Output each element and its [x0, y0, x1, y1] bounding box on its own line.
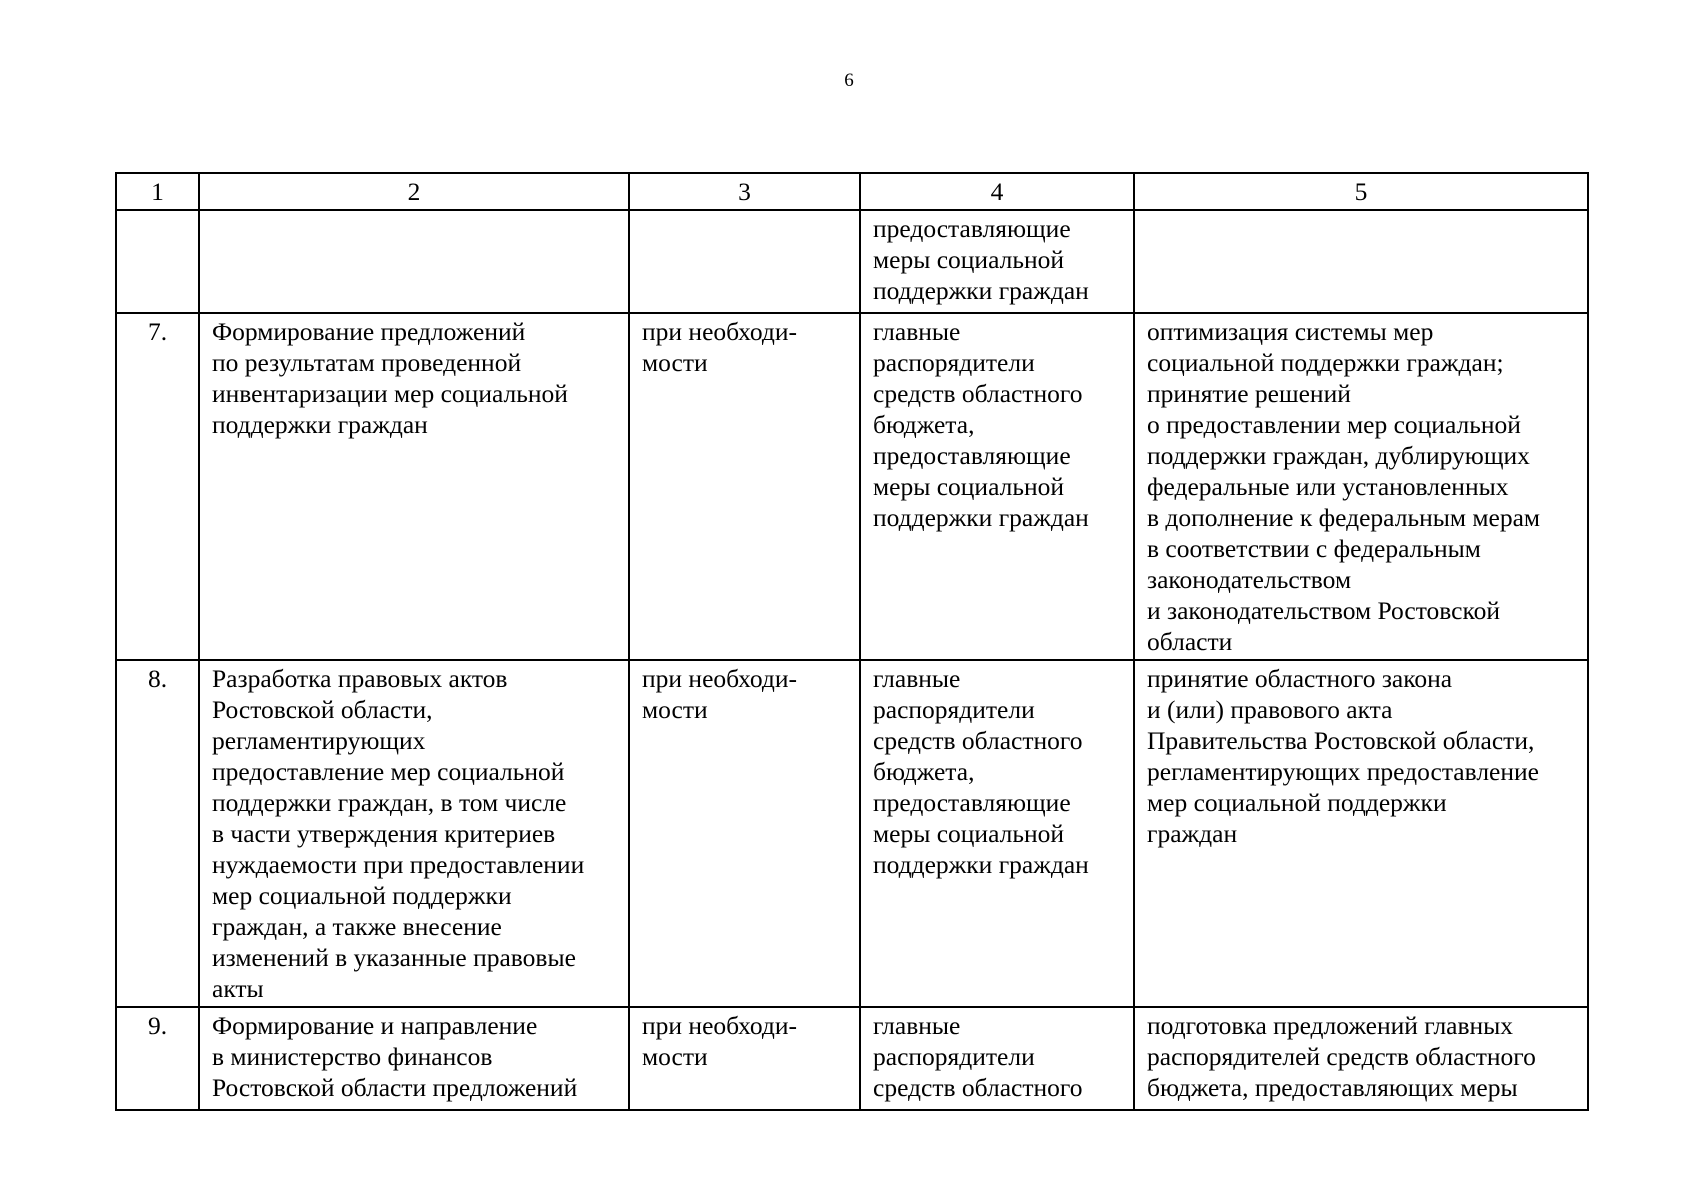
- term-cell: при необходи- мости: [629, 660, 860, 1007]
- term-cell: [629, 210, 860, 313]
- term-cell: при необходи- мости: [629, 313, 860, 660]
- row-number-cell: [116, 210, 199, 313]
- executor-cell: главные распорядители средств областного: [860, 1007, 1134, 1110]
- table-row: [116, 313, 1588, 660]
- row-number-cell: 9.: [116, 1007, 199, 1110]
- table-header-row: [116, 173, 1588, 210]
- column-header-3: 3: [629, 173, 860, 210]
- table-row: [116, 660, 1588, 1007]
- table-row: [116, 1007, 1588, 1110]
- column-header-2: 2: [199, 173, 629, 210]
- result-cell: оптимизация системы мер социальной поддержки граждан; принятие решений о предоставлении мер социальной поддержки граждан, дублирующих федеральные или установленных в дополнение к федеральным мерам в соответствии с федеральным законодательством и законодательством Ростовской области: [1134, 313, 1588, 660]
- measures-table: [115, 172, 1589, 1111]
- action-cell: Формирование предложений по результатам проведенной инвентаризации мер социальной поддержки граждан: [199, 313, 629, 660]
- executor-cell: главные распорядители средств областного бюджета, предоставляющие меры социальной поддержки граждан: [860, 660, 1134, 1007]
- page-number: 6: [844, 70, 854, 91]
- row-number-cell: 8.: [116, 660, 199, 1007]
- table-row: [116, 210, 1588, 313]
- column-header-1: 1: [116, 173, 199, 210]
- action-cell: Разработка правовых актов Ростовской области, регламентирующих предоставление мер социальной поддержки граждан, в том числе в части утверждения критериев нуждаемости при предоставлении мер социальной поддержки граждан, а также внесение изменений в указанные правовые акты: [199, 660, 629, 1007]
- action-cell: [199, 210, 629, 313]
- result-cell: подготовка предложений главных распорядителей средств областного бюджета, предоставляющих меры: [1134, 1007, 1588, 1110]
- result-cell: принятие областного закона и (или) правового акта Правительства Ростовской области, регламентирующих предоставление мер социальной поддержки граждан: [1134, 660, 1588, 1007]
- action-cell: Формирование и направление в министерство финансов Ростовской области предложений: [199, 1007, 629, 1110]
- row-number-cell: 7.: [116, 313, 199, 660]
- term-cell: при необходи- мости: [629, 1007, 860, 1110]
- executor-cell: главные распорядители средств областного бюджета, предоставляющие меры социальной поддержки граждан: [860, 313, 1134, 660]
- column-header-5: 5: [1134, 173, 1588, 210]
- executor-cell: предоставляющие меры социальной поддержки граждан: [860, 210, 1134, 313]
- result-cell: [1134, 210, 1588, 313]
- column-header-4: 4: [860, 173, 1134, 210]
